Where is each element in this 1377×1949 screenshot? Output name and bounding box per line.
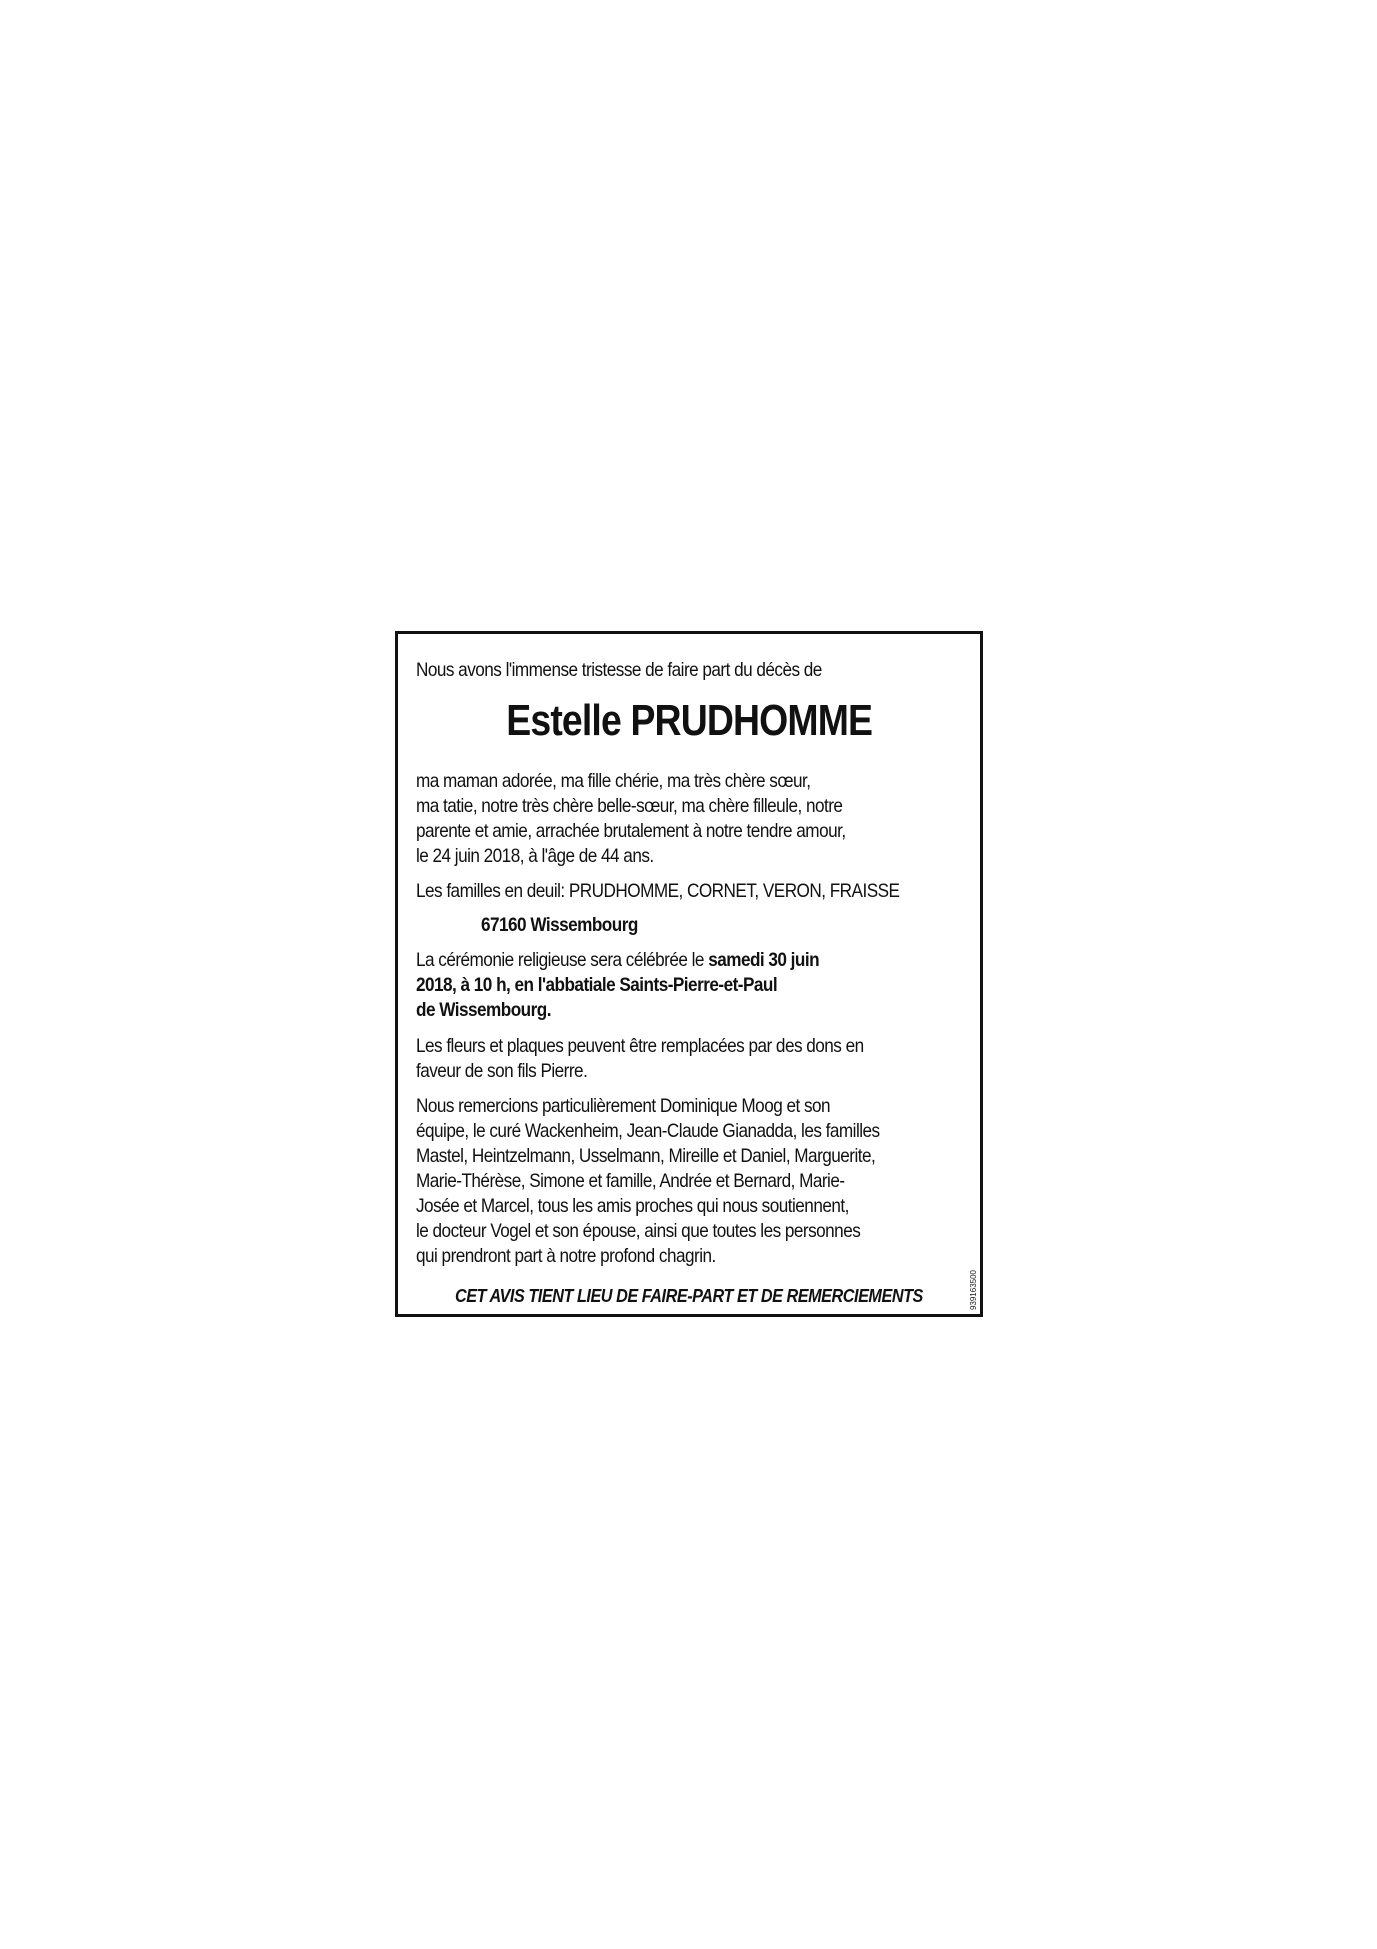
thanks-line: équipe, le curé Wackenheim, Jean-Claude Gianadda, les familles (416, 1120, 880, 1142)
obituary-notice (395, 631, 983, 1317)
thanks-line: Marie-Thérèse, Simone et famille, Andrée et Bernard, Marie- (416, 1170, 845, 1192)
ceremony-line-2: 2018, à 10 h, en l'abbatiale Saints-Pierre-et-Paul (416, 974, 778, 996)
ceremony-text: La cérémonie religieuse sera célébrée le (416, 949, 709, 971)
city-text: 67160 Wissembourg (481, 914, 638, 936)
thanks-line: le docteur Vogel et son épouse, ainsi que toutes les personnes (416, 1220, 861, 1242)
thanks-line: Mastel, Heintzelmann, Usselmann, Mireille et Daniel, Marguerite, (416, 1145, 876, 1167)
flowers-line: faveur de son fils Pierre. (416, 1060, 588, 1082)
families-text: Les familles en deuil: PRUDHOMME, CORNET, VERON, FRAISSE (416, 880, 900, 902)
description-line: ma maman adorée, ma fille chérie, ma très chère sœur, (416, 770, 811, 792)
deceased-name-text: Estelle PRUDHOMME (506, 696, 872, 745)
thanks-line: qui prendront part à notre profond chagrin. (416, 1245, 716, 1267)
footer-note-text: CET AVIS TIENT LIEU DE FAIRE-PART ET DE REMERCIEMENTS (455, 1286, 923, 1306)
ceremony-line-3: de Wissembourg. (416, 999, 551, 1021)
deceased-name (398, 696, 980, 746)
thanks-line: Nous remercions particulièrement Dominique Moog et son (416, 1095, 831, 1117)
ceremony-date: samedi 30 juin (708, 949, 820, 971)
intro-text: Nous avons l'immense tristesse de faire part du décès de (416, 659, 822, 681)
description-line: le 24 juin 2018, à l'âge de 44 ans. (416, 845, 654, 867)
reference-number: 939163500 (969, 1270, 978, 1311)
description-line: parente et amie, arrachée brutalement à notre tendre amour, (416, 820, 846, 842)
ceremony-line-1 (416, 948, 819, 973)
footer-note (398, 1285, 980, 1307)
flowers-line: Les fleurs et plaques peuvent être remplacées par des dons en (416, 1035, 864, 1057)
description-line: ma tatie, notre très chère belle-sœur, ma chère filleule, notre (416, 795, 843, 817)
thanks-line: Josée et Marcel, tous les amis proches qui nous soutiennent, (416, 1195, 849, 1217)
